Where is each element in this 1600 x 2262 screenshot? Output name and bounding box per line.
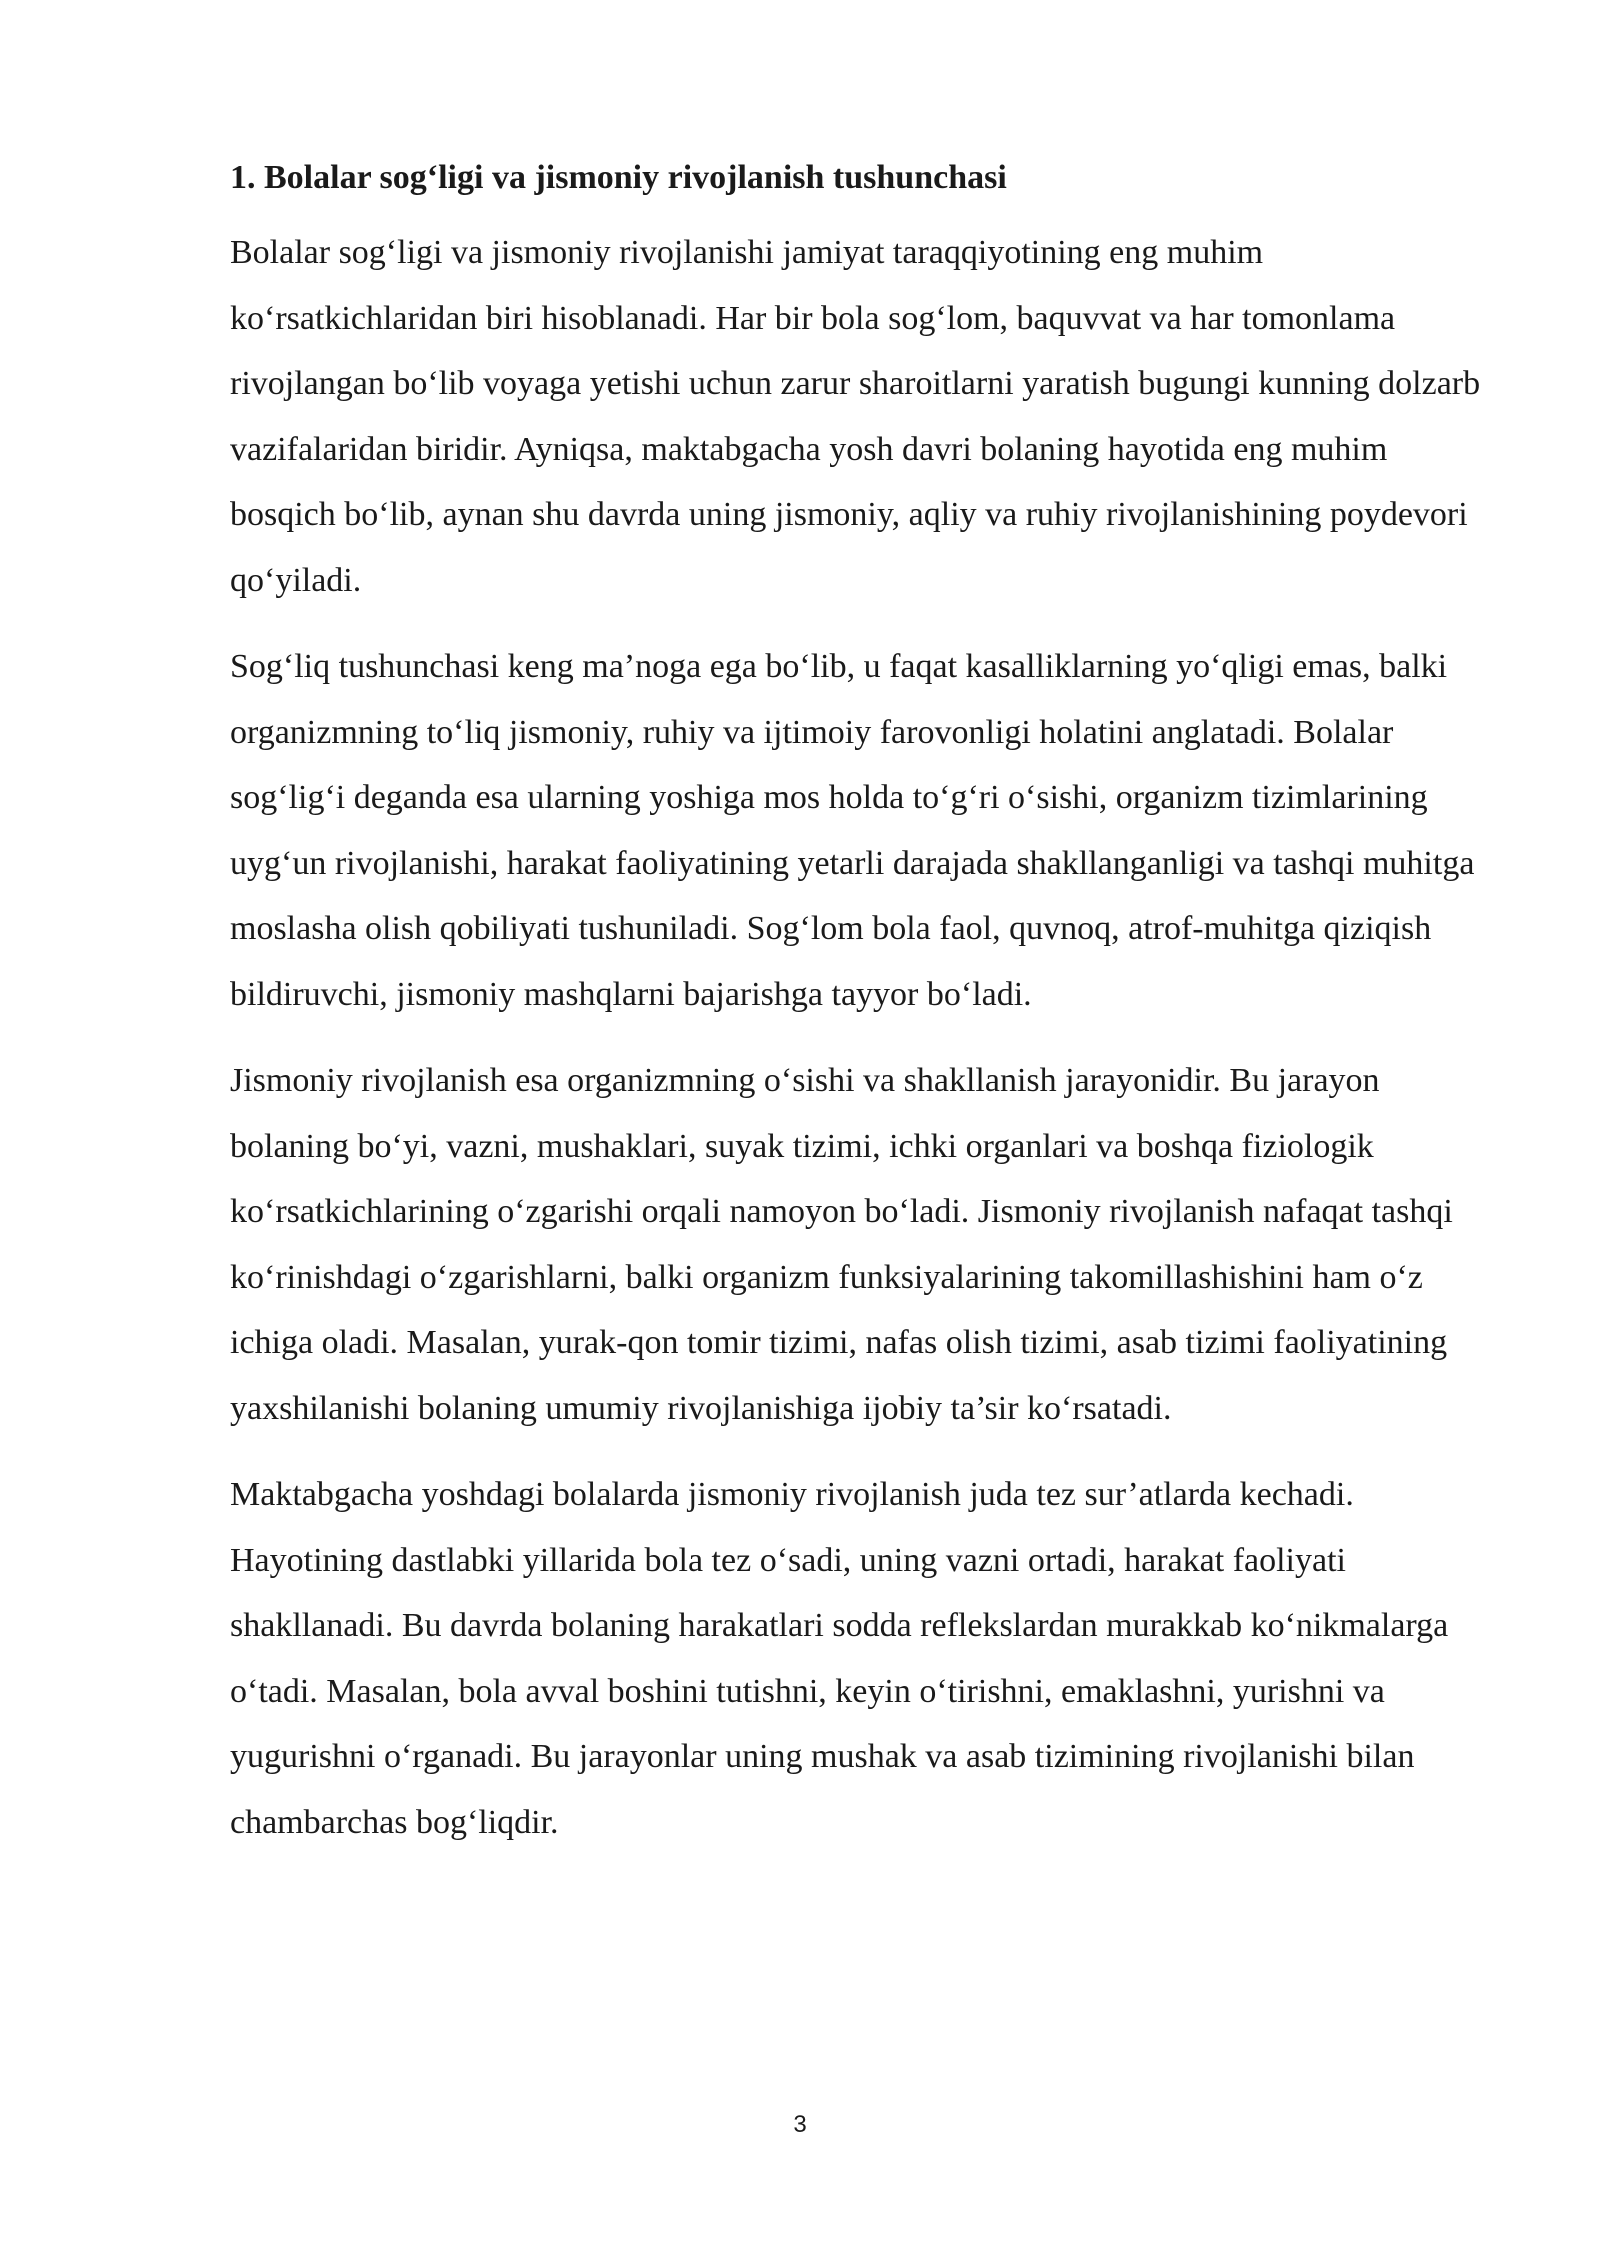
- page-number: 3: [793, 2111, 807, 2138]
- section-heading: 1. Bolalar sog‘ligi va jismoniy rivojlanish tushunchasi: [230, 159, 1007, 196]
- paragraph-3: Jismoniy rivojlanish esa organizmning o‘sishi va shakllanish jarayonidir. Bu jarayon bolaning bo‘yi, vazni, mushaklari, suyak tizimi, ichki organlari va boshqa fiziologik ko‘rsatkichlarining o‘zgarishi orqali namoyon bo‘ladi. Jismoniy rivojlanish nafaqat tashqi ko‘rinishdagi o‘zgarishlarni, balki organizm funksiyalarining takomillashishini ham o‘z ichiga oladi. Masalan, yurak-qon tomir tizimi, nafas olish tizimi, asab tizimi faoliyatining yaxshilanishi bolaning umumiy rivojlanishiga ijobiy ta’sir ko‘rsatadi.: [230, 1062, 1453, 1427]
- paragraph-1: Bolalar sog‘ligi va jismoniy rivojlanishi jamiyat taraqqiyotining eng muhim ko‘rsatkichlaridan biri hisoblanadi. Har bir bola sog‘lom, baquvvat va har tomonlama rivojlangan bo‘lib voyaga yetishi uchun zarur sharoitlarni yaratish bugungi kunning dolzarb vazifalaridan biridir. Ayniqsa, maktabgacha yosh davri bolaning hayotida eng muhim bosqich bo‘lib, aynan shu davrda uning jismoniy, aqliy va ruhiy rivojlanishining poydevori qo‘yiladi.: [230, 234, 1481, 599]
- paragraph-2: Sog‘liq tushunchasi keng ma’noga ega bo‘lib, u faqat kasalliklarning yo‘qligi emas, balki organizmning to‘liq jismoniy, ruhiy va ijtimoiy farovonligi holatini anglatadi. Bolalar sog‘lig‘i deganda esa ularning yoshiga mos holda to‘g‘ri o‘sishi, organizm tizimlarining uyg‘un rivojlanishi, harakat faoliyatining yetarli darajada shakllanganligi va tashqi muhitga moslasha olish qobiliyati tushuniladi. Sog‘lom bola faol, quvnoq, atrof-muhitga qiziqish bildiruvchi, jismoniy mashqlarni bajarishga tayyor bo‘ladi.: [230, 648, 1475, 1013]
- paragraph-4: Maktabgacha yoshdagi bolalarda jismoniy rivojlanish juda tez sur’atlarda kechadi. Hayotining dastlabki yillarida bola tez o‘sadi, uning vazni ortadi, harakat faoliyati shakllanadi. Bu davrda bolaning harakatlari sodda reflekslardan murakkab ko‘nikmalarga o‘tadi. Masalan, bola avval boshini tutishni, keyin o‘tirishni, emaklashni, yurishni va yugurishni o‘rganadi. Bu jarayonlar uning mushak va asab tizimining rivojlanishi bilan chambarchas bog‘liqdir.: [230, 1476, 1449, 1841]
- document-body: [230, 148, 1490, 1876]
